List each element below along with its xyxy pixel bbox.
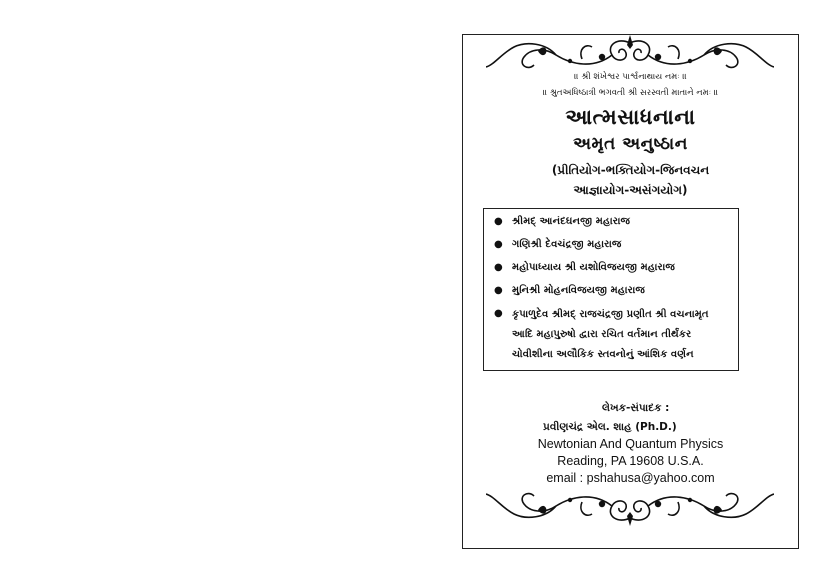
subtitle-line-1: (પ્રીતિયોગ-ભક્તિયોગ-જિનવચન — [551, 163, 710, 177]
top-ornament-icon — [486, 35, 774, 75]
book-title-line-2: અમૃત અનુષ્ઠાન — [573, 134, 688, 154]
bullet-icon: ● — [494, 308, 503, 319]
author-label: લેખક-સંપાદક : — [602, 402, 670, 414]
invocation-line-2: ॥ શ્રુતઅધિષ્ઠાત્રી ભગવતી શ્રી સરસ્વતી માતાને નમઃ ॥ — [542, 88, 719, 98]
bullet-icon: ● — [494, 262, 503, 273]
subtitle-line-2: આજ્ઞાયોગ-અસંગયોગ) — [573, 183, 688, 197]
list-item — [494, 236, 732, 254]
list-item-text: શ્રીમદ્ આનંદઘનજી મહારાજ — [512, 216, 631, 227]
list-item-text: ગણિશ્રી દેવચંદ્રજી મહારાજ — [512, 239, 622, 250]
bottom-ornament-icon — [486, 486, 774, 526]
book-title-line-1: આત્મસાધનાના — [565, 105, 696, 129]
bullet-icon: ● — [494, 216, 503, 227]
list-item-text: મુનિશ્રી મોહનવિજયજી મહારાજ — [512, 285, 646, 296]
list-item — [494, 259, 732, 277]
bullet-icon: ● — [494, 285, 503, 296]
list-item-text: કૃપાળુદેવ શ્રીમદ્ રાજચંદ્રજી પ્રણીત શ્રી વચનામૃત આદિ મહાપુરુષો દ્વારા રચિત વર્તમાન તીર્થંકર ચોવીશીના અલૌકિક સ્તવનોનું આંશિક વર્ણન — [512, 309, 709, 360]
contents-list-box — [483, 208, 739, 371]
author-name: પ્રવીણચંદ્ર એલ. શાહ (Ph.D.) — [543, 421, 677, 433]
list-item-text: મહોપાધ્યાય શ્રી યશોવિજયજી મહારાજ — [512, 262, 675, 273]
list-item — [494, 213, 732, 231]
author-organization: Newtonian And Quantum Physics — [537, 437, 724, 451]
list-item — [494, 282, 732, 300]
list-item — [494, 305, 732, 365]
invocation-line-1: ॥ શ્રી શંખેશ્વર પાર્શ્વનાથાય નમઃ ॥ — [574, 72, 687, 82]
author-email: email : pshahusa@yahoo.com — [546, 471, 715, 485]
bullet-icon: ● — [494, 239, 503, 250]
author-address: Reading, PA 19608 U.S.A. — [557, 454, 704, 468]
